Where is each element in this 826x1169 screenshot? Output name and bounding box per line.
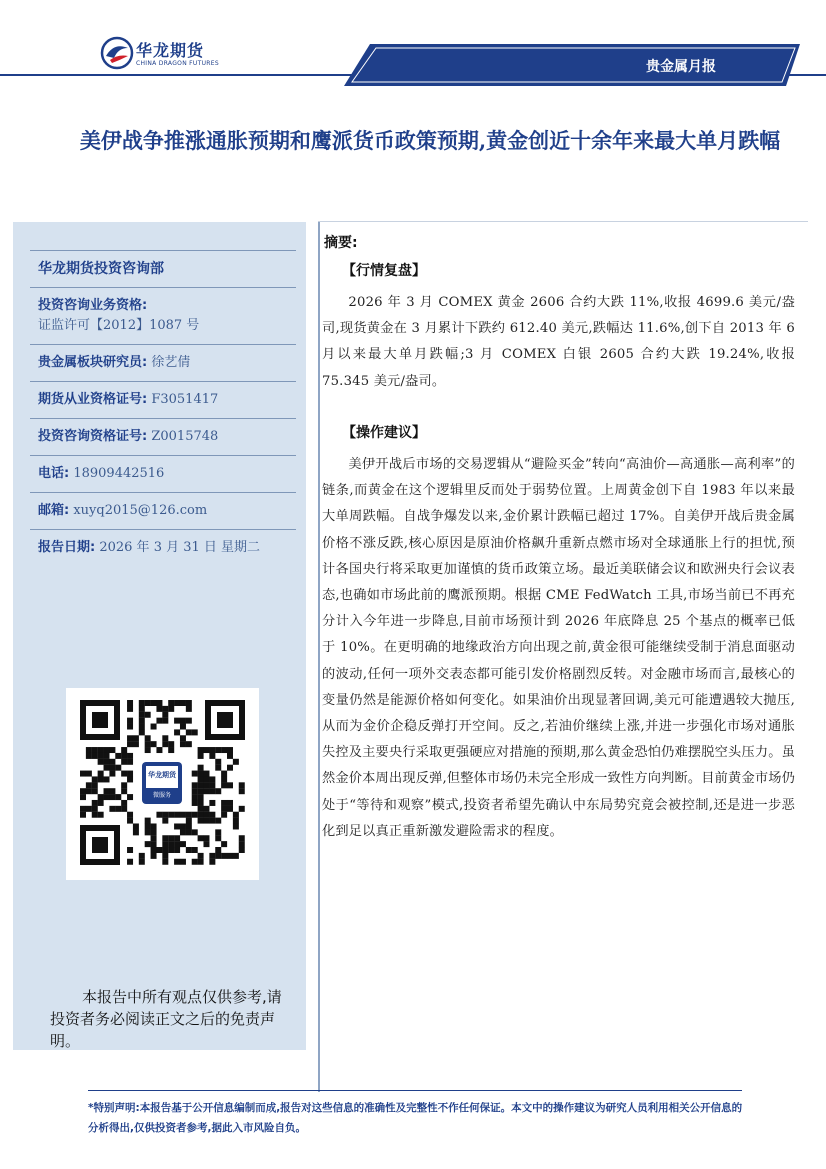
info-value: Z0015748 xyxy=(151,429,219,444)
info-key: 投资咨询业务资格: xyxy=(38,298,148,313)
brand-name-en: CHINA DRAGON FUTURES xyxy=(136,60,219,67)
market-review-paragraph: 2026 年 3 月 COMEX 黄金 2606 合约大跌 11%,收报 4699.6 美元/盎司,现货黄金在 3 月累计下跌约 612.40 美元,跌幅达 11.6%,创下自 2013 年 6 月以来最大单月跌幅;3 月 COMEX 白银 2605 合约大跌 19.24%,收报 75.345 美元/盎司。 xyxy=(322,295,795,389)
info-row-futures-license xyxy=(30,382,296,419)
column-divider xyxy=(318,222,320,1092)
strategy-paragraph: 美伊开战后市场的交易逻辑从“避险买金”转向“高油价—高通胀—高利率”的链条,而黄金在这个逻辑里反而处于弱势位置。上周黄金创下自 1983 年以来最大单周跌幅。自战争爆发以来,金价累计跌幅已超过 17%。自美伊开战后贵金属价格不涨反跌,核心原因是原油价格飙升重新点燃市场对全球通胀上行的担忧,预计各国央行将采取更加谨慎的货币政策立场。最近美联储会议和欧洲央行会议表态,也确如市场此前的鹰派预期。根据 CME FedWatch 工具,市场当前已不再充分计入今年进一步降息,目前市场预计到 2026 年底降息 25 个基点的概率已低于 10%。在更明确的地缘政治方向出现之前,黄金很可能继续受制于消息面驱动的波动,任何一项外交表态都可能引发价格剧烈反转。对金融市场而言,最核心的变量仍然是能源价格如何变化。如果油价出现显著回调,美元可能遭遇较大抛压,从而为金价企稳反弹打开空间。反之,若油价继续上涨,并进一步强化市场对通胀失控及主要央行采取更强硬应对措施的预期,那么黄金恐怕仍难摆脱空头压力。虽然金价本周出现反弹,但整体市场仍未完全形成一致性方向判断。目前黄金市场仍处于“等待和观察”模式,投资者希望先确认中东局势究竟会被控制,还是进一步恶化到足以真正重新激发避险需求的程度。 xyxy=(322,457,795,839)
info-key: 电话: xyxy=(38,466,70,481)
info-row-advisory-license xyxy=(30,419,296,456)
info-key: 期货从业资格证号: xyxy=(38,392,148,407)
banner-shape-icon xyxy=(340,42,826,90)
info-row-qualification xyxy=(30,288,296,345)
qr-badge-label: 华龙期货 xyxy=(148,771,176,779)
wechat-qr-code[interactable] xyxy=(66,688,259,880)
company-logo xyxy=(100,36,219,72)
abstract-label: 摘要: xyxy=(324,235,358,251)
info-value: 徐艺倩 xyxy=(151,355,191,370)
report-type-banner xyxy=(340,42,826,90)
info-value: 证监许可【2012】1087 号 xyxy=(38,318,200,333)
info-key: 邮箱: xyxy=(38,503,70,518)
qr-badge-sub: 微服务 xyxy=(152,792,171,799)
analyst-info-table xyxy=(30,250,296,566)
brand-name-cn: 华龙期货 xyxy=(136,41,205,60)
dept-heading: 华龙期货投资咨询部 xyxy=(30,250,296,288)
qr-code-icon xyxy=(66,688,259,880)
info-row-researcher xyxy=(30,345,296,382)
info-row-report-date xyxy=(30,530,296,566)
main-top-rule xyxy=(318,221,808,222)
section-heading-strategy: 【操作建议】 xyxy=(342,425,426,441)
footer-rule xyxy=(88,1090,742,1091)
info-key: 贵金属板块研究员: xyxy=(38,355,148,370)
info-value: F3051417 xyxy=(151,392,219,407)
info-value: 2026 年 3 月 31 日 星期二 xyxy=(99,540,261,555)
info-value: xuyq2015@126.com xyxy=(73,503,208,518)
report-title: 美伊战争推涨通胀预期和鹰派货币政策预期,黄金创近十余年来最大单月跌幅 xyxy=(79,128,781,153)
info-value: 18909442516 xyxy=(73,466,165,481)
section-heading-market-review: 【行情复盘】 xyxy=(342,263,426,279)
dragon-logo-icon xyxy=(100,36,134,70)
disclaimer-text: 本报告中所有观点仅供参考,请投资者务必阅读正文之后的免责声明。 xyxy=(50,988,282,1050)
info-row-phone xyxy=(30,456,296,493)
info-key: 报告日期: xyxy=(38,540,96,555)
report-type-label: 贵金属月报 xyxy=(646,59,716,75)
info-row-email xyxy=(30,493,296,530)
info-key: 投资咨询资格证号: xyxy=(38,429,148,444)
special-statement: *特别声明:本报告基于公开信息编制而成,报告对这些信息的准确性及完整性不作任何保证。本文中的操作建议为研究人员利用相关公开信息的分析得出,仅供投资者参考,据此入市风险自负。 xyxy=(88,1102,743,1134)
